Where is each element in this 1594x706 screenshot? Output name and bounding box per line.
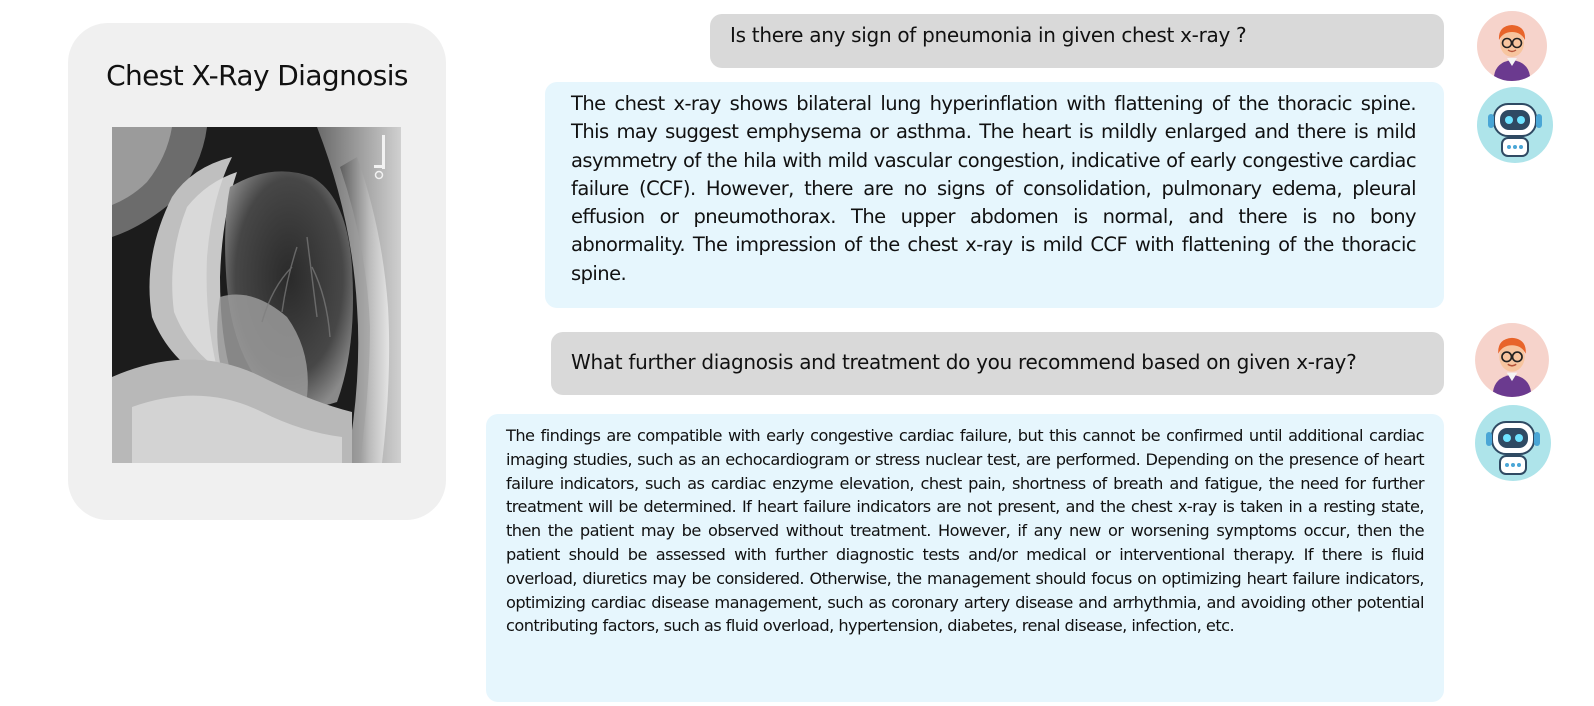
user-avatar-icon bbox=[1476, 10, 1548, 82]
assistant-answer-text-2: The findings are compatible with early congestive cardiac failure, but this cannot be confirmed until additional cardiac imaging studies, such as an echocardiogram or stress nuclear test, are performed. Depending on the presence of heart failure indicators, such as cardiac enzyme elevation, chest pain, shortness of breath and fatigue, the need for further treatment will be determined. If heart failure indicators are not present, and the chest x-ray is taken in a resting state, then the patient may be observed without treatment. However, if any new or worsening symptoms occur, then the patient should be assessed with further diagnostic tests and/or medical or interventional therapy. If there is fluid overload, diuretics may be considered. Otherwise, the management should focus on optimizing heart failure indicators, optimizing cardiac disease management, such as coronary artery disease and arrhythmia, and avoiding other potential contributing factors, such as fluid overload, hypertension, diabetes, renal disease, infection, etc. bbox=[506, 426, 1424, 636]
user-question-text-2: What further diagnosis and treatment do you recommend based on given x-ray? bbox=[571, 350, 1357, 374]
assistant-answer-bubble-1 bbox=[545, 82, 1444, 308]
user-avatar-icon-2 bbox=[1474, 322, 1546, 394]
diagnosis-card bbox=[68, 23, 446, 520]
user-question-bubble-2 bbox=[551, 332, 1444, 395]
robot-avatar-icon bbox=[1476, 86, 1548, 158]
user-question-text-1: Is there any sign of pneumonia in given chest x-ray ? bbox=[730, 23, 1247, 47]
assistant-answer-bubble-2 bbox=[486, 414, 1444, 702]
robot-avatar-icon-2 bbox=[1474, 404, 1546, 476]
assistant-answer-text-1: The chest x-ray shows bilateral lung hyperinflation with flattening of the thoracic spine. This may suggest emphysema or asthma. The heart is mildly enlarged and there is mild asymmetry of the hila with mild vascular congestion, indicative of early congestive cardiac failure (CCF). However, there are no signs of consolidation, pulmonary edema, pleural effusion or pneumothorax. The upper abdomen is normal, and there is no bony abnormality. The impression of the chest x-ray is mild CCF with flattening of the thoracic spine. bbox=[571, 92, 1416, 285]
chest-xray-image bbox=[112, 127, 401, 463]
card-title: Chest X-Ray Diagnosis bbox=[106, 59, 408, 92]
user-question-bubble-1 bbox=[710, 14, 1444, 68]
